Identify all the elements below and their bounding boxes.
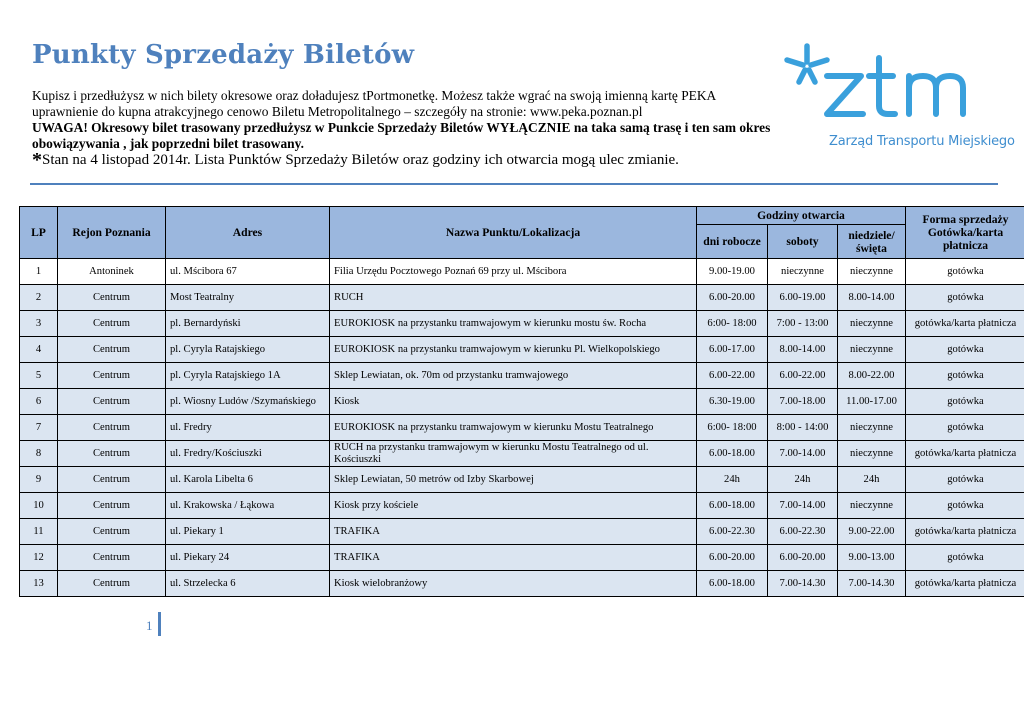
cell-region: Centrum (58, 571, 166, 597)
cell-lp: 1 (20, 259, 58, 285)
cell-address: ul. Piekary 24 (166, 545, 330, 571)
cell-region: Centrum (58, 519, 166, 545)
cell-point-name: Kiosk wielobranżowy (330, 571, 697, 597)
cell-point-name: Kiosk przy kościele (330, 493, 697, 519)
cell-payment: gotówka (906, 389, 1024, 415)
header-weekdays: dni robocze (697, 225, 768, 259)
cell-saturdays: 6.00-20.00 (768, 545, 838, 571)
cell-sundays: nieczynne (838, 441, 906, 467)
cell-saturdays: 8.00-14.00 (768, 337, 838, 363)
cell-point-name: EUROKIOSK na przystanku tramwajowym w kierunku Pl. Wielkopolskiego (330, 337, 697, 363)
ztm-logo-mark (775, 38, 1005, 138)
cell-region: Centrum (58, 545, 166, 571)
header-address: Adres (166, 207, 330, 259)
cell-point-name: Sklep Lewiatan, 50 metrów od Izby Skarbowej (330, 467, 697, 493)
cell-sundays: 8.00-14.00 (838, 285, 906, 311)
cell-point-name: EUROKIOSK na przystanku tramwajowym w kierunku mostu św. Rocha (330, 311, 697, 337)
table-row (20, 415, 1024, 441)
cell-region: Centrum (58, 285, 166, 311)
cell-sundays: nieczynne (838, 311, 906, 337)
page-number-bar (158, 612, 161, 636)
cell-point-name: Sklep Lewiatan, ok. 70m od przystanku tramwajowego (330, 363, 697, 389)
cell-address: ul. Strzelecka 6 (166, 571, 330, 597)
cell-weekdays: 6.00-22.30 (697, 519, 768, 545)
cell-sundays: nieczynne (838, 415, 906, 441)
table-row (20, 311, 1024, 337)
cell-sundays: 7.00-14.30 (838, 571, 906, 597)
cell-region: Centrum (58, 363, 166, 389)
cell-address: ul. Krakowska / Łąkowa (166, 493, 330, 519)
cell-point-name: RUCH na przystanku tramwajowym w kierunku Mostu Teatralnego od ul. Kościuszki (330, 441, 697, 467)
intro-paragraph: Kupisz i przedłużysz w nich bilety okresowe oraz doładujesz tPortmonetkę. Możesz także wgrać na swoją imienną kartę PEKA uprawnienie do kupna atrakcyjnego cenowo Biletu Metropolitalnego – szczegóły na stronie: www.peka.poznan.pl (32, 88, 716, 119)
cell-payment: gotówka (906, 285, 1024, 311)
cell-sundays: 24h (838, 467, 906, 493)
cell-lp: 4 (20, 337, 58, 363)
cell-lp: 11 (20, 519, 58, 545)
table-row (20, 389, 1024, 415)
cell-point-name: Filia Urzędu Pocztowego Poznań 69 przy ul. Mścibora (330, 259, 697, 285)
cell-point-name: TRAFIKA (330, 519, 697, 545)
cell-weekdays: 6.00-17.00 (697, 337, 768, 363)
sales-points-table (19, 206, 1024, 597)
table-row (20, 467, 1024, 493)
cell-address: pl. Cyryla Ratajskiego 1A (166, 363, 330, 389)
cell-sundays: nieczynne (838, 493, 906, 519)
cell-weekdays: 6.00-20.00 (697, 285, 768, 311)
cell-saturdays: 7:00 - 13:00 (768, 311, 838, 337)
cell-lp: 8 (20, 441, 58, 467)
cell-saturdays: 7.00-14.00 (768, 493, 838, 519)
cell-address: ul. Fredry/Kościuszki (166, 441, 330, 467)
cell-weekdays: 6.00-18.00 (697, 493, 768, 519)
header-point-name: Nazwa Punktu/Lokalizacja (330, 207, 697, 259)
header-saturdays: soboty (768, 225, 838, 259)
cell-weekdays: 6:00- 18:00 (697, 311, 768, 337)
cell-sundays: 11.00-17.00 (838, 389, 906, 415)
asterisk-icon: * (32, 149, 42, 171)
header-lp: LP (20, 207, 58, 259)
cell-point-name: Kiosk (330, 389, 697, 415)
cell-region: Centrum (58, 493, 166, 519)
cell-payment: gotówka/karta płatnicza (906, 571, 1024, 597)
cell-payment: gotówka (906, 337, 1024, 363)
cell-saturdays: 6.00-22.00 (768, 363, 838, 389)
logo-subtitle: Zarząd Transportu Miejskiego (829, 134, 1015, 149)
cell-weekdays: 6.00-22.00 (697, 363, 768, 389)
table-row (20, 259, 1024, 285)
page-title: Punkty Sprzedaży Biletów (32, 40, 415, 70)
cell-payment: gotówka (906, 259, 1024, 285)
cell-saturdays: nieczynne (768, 259, 838, 285)
cell-region: Centrum (58, 441, 166, 467)
cell-lp: 10 (20, 493, 58, 519)
cell-address: Most Teatralny (166, 285, 330, 311)
warning-text: UWAGA! Okresowy bilet trasowany przedłużysz w Punkcie Sprzedaży Biletów WYŁĄCZNIE na taka samą trasę i ten sam okres obowiązywania , jak poprzedni bilet trasowany. (32, 120, 771, 151)
cell-weekdays: 6:00- 18:00 (697, 415, 768, 441)
cell-region: Antoninek (58, 259, 166, 285)
cell-region: Centrum (58, 337, 166, 363)
cell-saturdays: 6.00-19.00 (768, 285, 838, 311)
cell-weekdays: 24h (697, 467, 768, 493)
cell-lp: 12 (20, 545, 58, 571)
cell-lp: 2 (20, 285, 58, 311)
cell-lp: 6 (20, 389, 58, 415)
table-row (20, 363, 1024, 389)
cell-address: pl. Bernardyński (166, 311, 330, 337)
cell-sundays: nieczynne (838, 259, 906, 285)
cell-weekdays: 9.00-19.00 (697, 259, 768, 285)
header-opening-hours: Godziny otwarcia (697, 207, 906, 225)
cell-region: Centrum (58, 311, 166, 337)
intro-text (32, 88, 772, 171)
cell-payment: gotówka (906, 467, 1024, 493)
cell-saturdays: 7.00-14.00 (768, 441, 838, 467)
cell-payment: gotówka (906, 545, 1024, 571)
cell-lp: 13 (20, 571, 58, 597)
header-payment: Forma sprzedaży Gotówka/karta płatnicza (906, 207, 1024, 259)
table-row (20, 545, 1024, 571)
cell-payment: gotówka/karta płatnicza (906, 519, 1024, 545)
status-note (32, 149, 772, 171)
cell-address: ul. Mścibora 67 (166, 259, 330, 285)
cell-sundays: 9.00-13.00 (838, 545, 906, 571)
cell-lp: 5 (20, 363, 58, 389)
cell-sundays: 8.00-22.00 (838, 363, 906, 389)
table-row (20, 441, 1024, 467)
cell-saturdays: 8:00 - 14:00 (768, 415, 838, 441)
cell-region: Centrum (58, 415, 166, 441)
cell-region: Centrum (58, 467, 166, 493)
cell-saturdays: 24h (768, 467, 838, 493)
cell-weekdays: 6.30-19.00 (697, 389, 768, 415)
cell-point-name: EUROKIOSK na przystanku tramwajowym w kierunku Mostu Teatralnego (330, 415, 697, 441)
cell-payment: gotówka/karta płatnicza (906, 311, 1024, 337)
cell-address: ul. Fredry (166, 415, 330, 441)
cell-payment: gotówka (906, 493, 1024, 519)
table-row (20, 337, 1024, 363)
header-region: Rejon Poznania (58, 207, 166, 259)
cell-point-name: TRAFIKA (330, 545, 697, 571)
cell-weekdays: 6.00-18.00 (697, 441, 768, 467)
table-row (20, 493, 1024, 519)
cell-saturdays: 7.00-18.00 (768, 389, 838, 415)
cell-sundays: 9.00-22.00 (838, 519, 906, 545)
cell-payment: gotówka (906, 415, 1024, 441)
cell-saturdays: 7.00-14.30 (768, 571, 838, 597)
header-divider (30, 183, 998, 185)
header-sundays: niedziele/ święta (838, 225, 906, 259)
cell-lp: 7 (20, 415, 58, 441)
table-row (20, 285, 1024, 311)
cell-sundays: nieczynne (838, 337, 906, 363)
cell-weekdays: 6.00-18.00 (697, 571, 768, 597)
table-row (20, 571, 1024, 597)
cell-address: ul. Karola Libelta 6 (166, 467, 330, 493)
cell-lp: 3 (20, 311, 58, 337)
cell-saturdays: 6.00-22.30 (768, 519, 838, 545)
page-number: 1 (146, 618, 153, 633)
status-text: Stan na 4 listopad 2014r. Lista Punktów Sprzedaży Biletów oraz godziny ich otwarcia mogą ulec zmianie. (42, 152, 679, 168)
table-row (20, 519, 1024, 545)
cell-address: pl. Cyryla Ratajskiego (166, 337, 330, 363)
cell-lp: 9 (20, 467, 58, 493)
cell-weekdays: 6.00-20.00 (697, 545, 768, 571)
cell-address: ul. Piekary 1 (166, 519, 330, 545)
cell-payment: gotówka/karta płatnicza (906, 441, 1024, 467)
cell-point-name: RUCH (330, 285, 697, 311)
cell-address: pl. Wiosny Ludów /Szymańskiego (166, 389, 330, 415)
cell-region: Centrum (58, 389, 166, 415)
cell-payment: gotówka (906, 363, 1024, 389)
